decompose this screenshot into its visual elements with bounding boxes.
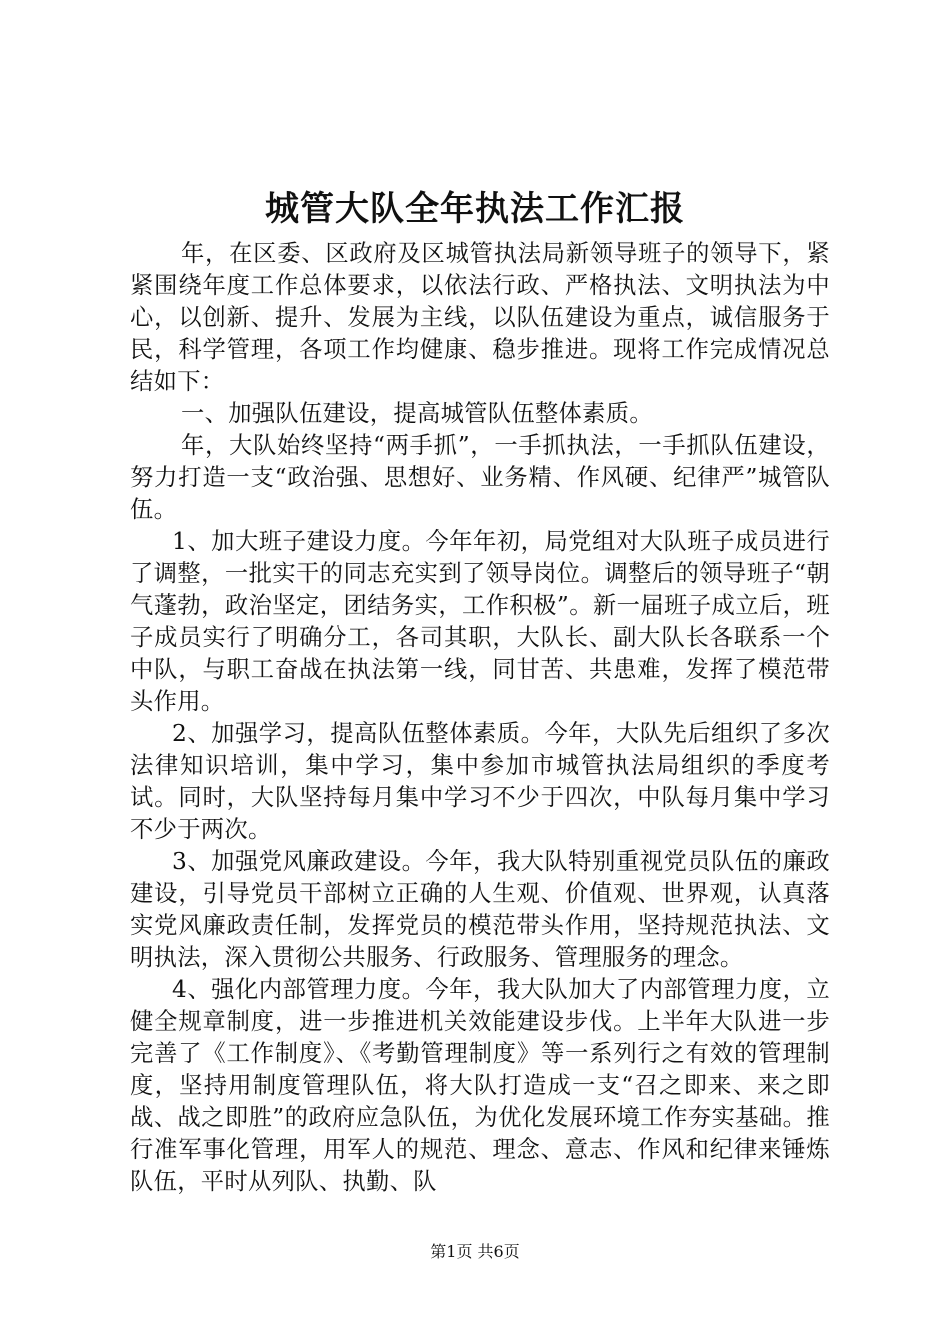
page-number-footer: 第1页 共6页 [430, 1242, 520, 1261]
section-1-summary-paragraph: 年，大队始终坚持“两手抓”，一手抓执法，一手抓队伍建设，努力打造一支“政治强、思想好、业务精、作风硬、纪律严”城管队伍。 [130, 432, 830, 523]
item-4-paragraph: 4、强化内部管理力度。今年，我大队加大了内部管理力度，立健全规章制度，进一步推进机关效能建设步伐。上半年大队进一步完善了《工作制度》、《考勤管理制度》等一系列行之有效的管理制度，坚持用制度管理队伍，将大队打造成一支“召之即来、来之即战、战之即胜”的政府应急队伍，为优化发展环境工作夯实基础。推行准军事化管理，用军人的规范、理念、意志、作风和纪律来锤炼队伍，平时从列队、执勤、队 [130, 976, 830, 1195]
section-heading-1: 一、加强队伍建设，提高城管队伍整体素质。 [181, 400, 653, 427]
item-3-paragraph: 3、加强党风廉政建设。今年，我大队特别重视党员队伍的廉政建设，引导党员干部树立正确的人生观、价值观、世界观，认真落实党风廉政责任制，发挥党员的模范带头作用，坚持规范执法、文明执法，深入贯彻公共服务、行政服务、管理服务的理念。 [130, 848, 830, 971]
document-title: 城管大队全年执法工作汇报 [265, 189, 685, 229]
item-1-paragraph: 1、加大班子建设力度。今年年初，局党组对大队班子成员进行了调整，一批实干的同志充实到了领导岗位。调整后的领导班子“朝气蓬勃，政治坚定，团结务实，工作积极”。新一届班子成立后，班子成员实行了明确分工，各司其职，大队长、副大队长各联系一个中队，与职工奋战在执法第一线，同甘苦、共患难，发挥了模范带头作用。 [130, 528, 830, 715]
document-body [130, 238, 830, 1198]
intro-paragraph: 年，在区委、区政府及区城管执法局新领导班子的领导下，紧紧围绕年度工作总体要求，以依法行政、严格执法、文明执法为中心，以创新、提升、发展为主线，以队伍建设为重点，诚信服务于民，科学管理，各项工作均健康、稳步推进。现将工作完成情况总结如下： [130, 240, 830, 395]
item-2-paragraph: 2、加强学习，提高队伍整体素质。今年，大队先后组织了多次法律知识培训，集中学习，集中参加市城管执法局组织的季度考试。同时，大队坚持每月集中学习不少于四次，中队每月集中学习不少于两次。 [130, 720, 830, 843]
